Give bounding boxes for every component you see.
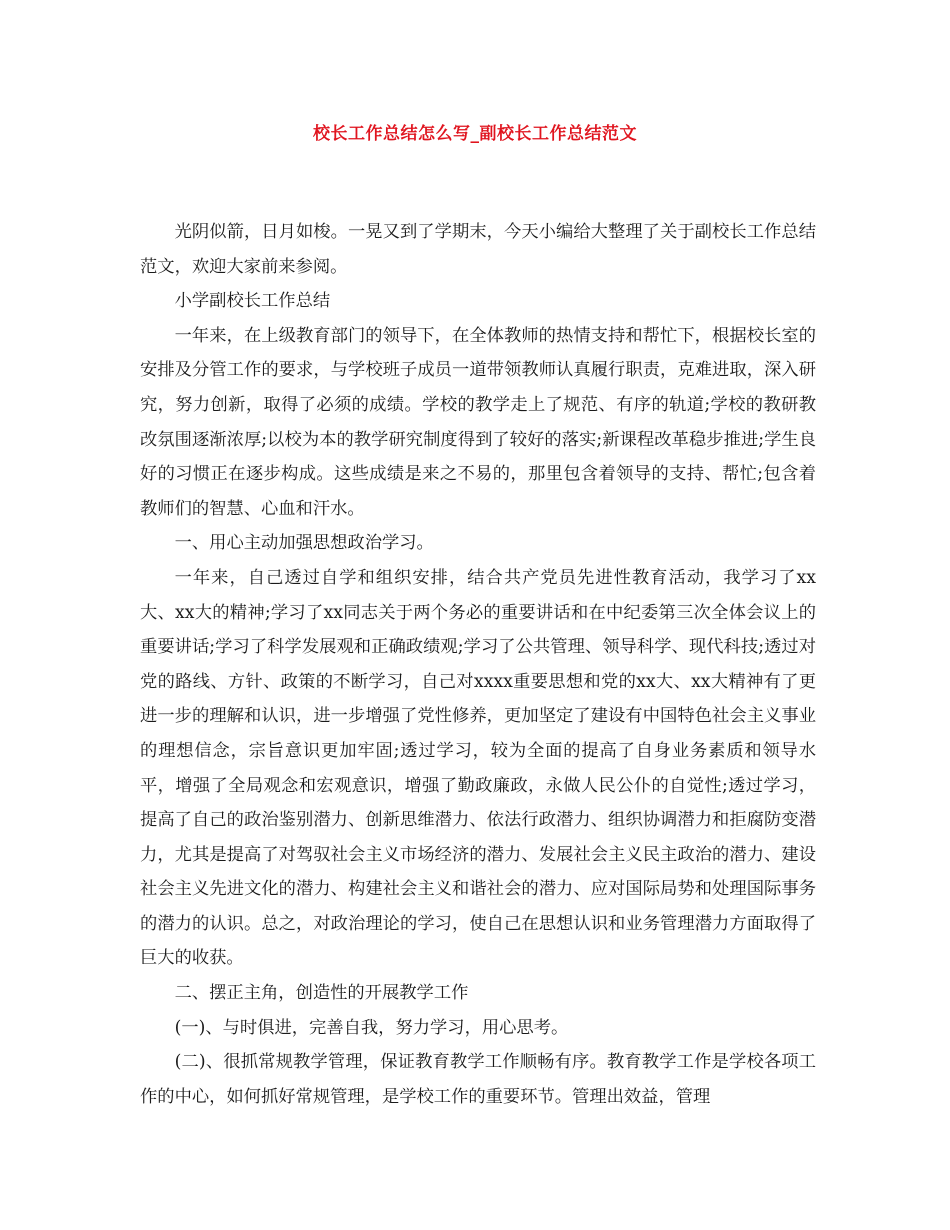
paragraph-intro: 光阴似箭，日月如梭。一晃又到了学期末，今天小编给大整理了关于副校长工作总结范文，欢迎大家前来参阅。 <box>140 222 816 277</box>
paragraph-routine-management: (二)、很抓常规教学管理，保证教育教学工作顺畅有序。教育教学工作是学校各项工作的中心，如何抓好常规管理，是学校工作的重要环节。管理出效益，管理 <box>140 1052 816 1107</box>
section-heading-political-study: 一、用心主动加强思想政治学习。 <box>174 533 434 554</box>
section-heading-primary-vice-principal: 小学副校长工作总结 <box>174 291 331 312</box>
section-heading-teaching-work: 二、摆正主角，创造性的开展教学工作 <box>174 983 469 1004</box>
document-body <box>140 215 816 1114</box>
paragraph-political-study: 一年来，自己透过自学和组织安排，结合共产党员先进性教育活动，我学习了xx大、xx大的精神;学习了xx同志关于两个务必的重要讲话和在中纪委第三次全体会议上的重要讲话;学习了科学发展观和正确政绩观;学习了公共管理、领导科学、现代科技;透过对党的路线、方针、政策的不断学习，自己对xxxx重要思想和党的xx大、xx大精神有了更进一步的理解和认识，进一步增强了党性修养，更加坚定了建设有中国特色社会主义事业的理想信念，宗旨意识更加牢固;透过学习，较为全面的提高了自身业务素质和领导水平，增强了全局观念和宏观意识，增强了勤政廉政，永做人民公仆的自觉性;透过学习，提高了自己的政治鉴别潜力、创新思维潜力、依法行政潜力、组织协调潜力和拒腐防变潜力，尤其是提高了对驾驭社会主义市场经济的潜力、发展社会主义民主政治的潜力、建设社会主义先进文化的潜力、构建社会主义和谐社会的潜力、应对国际局势和处理国际事务的潜力的认识。总之，对政治理论的学习，使自己在思想认识和业务管理潜力方面取得了巨大的收获。 <box>140 567 816 969</box>
subsection-heading-1: (一)、与时俱进，完善自我，努力学习，用心思考。 <box>174 1017 569 1038</box>
paragraph-overview: 一年来，在上级教育部门的领导下，在全体教师的热情支持和帮忙下，根据校长室的安排及分管工作的要求，与学校班子成员一道带领教师认真履行职责，克难进取，深入研究，努力创新，取得了必须的成绩。学校的教学走上了规范、有序的轨道;学校的教研教改氛围逐渐浓厚;以校为本的教学研究制度得到了较好的落实;新课程改革稳步推进;学生良好的习惯正在逐步构成。这些成绩是来之不易的，那里包含着领导的支持、帮忙;包含着教师们的智慧、心血和汗水。 <box>140 325 816 519</box>
document-title: 校长工作总结怎么写_副校长工作总结范文 <box>313 124 637 144</box>
